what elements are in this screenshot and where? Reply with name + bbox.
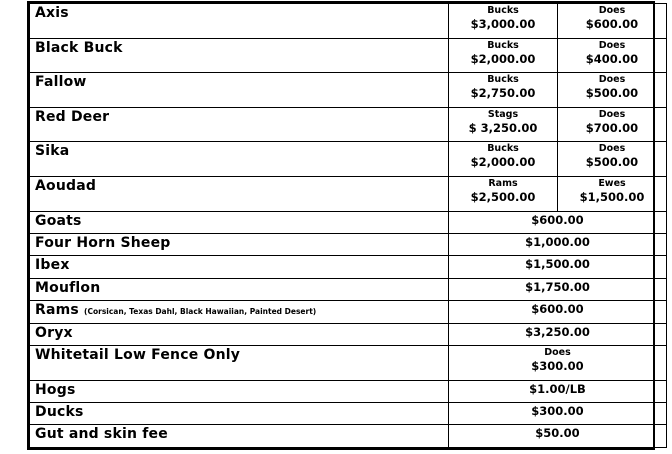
table-row <box>30 177 667 212</box>
price-value: $1.00/LB <box>449 380 667 402</box>
price-sheet <box>27 1 655 450</box>
animal-name: Black Buck <box>30 38 449 73</box>
animal-name: Hogs <box>30 380 449 402</box>
male-price-cell <box>449 38 558 73</box>
table-row <box>30 211 667 233</box>
animal-name: Ducks <box>30 403 449 425</box>
female-price-cell <box>558 38 667 73</box>
price-value: $600.00 <box>585 17 639 31</box>
price-value: $600.00 <box>449 211 667 233</box>
price-value: $ 3,250.00 <box>468 120 538 135</box>
animal-name: Oryx <box>30 323 449 345</box>
animal-note: (Corsican, Texas Dahl, Black Hawaiian, Painted Desert) <box>84 307 317 317</box>
price-label: Does <box>544 347 571 358</box>
animal-name: Four Horn Sheep <box>30 234 449 256</box>
price-label: Bucks <box>487 143 519 155</box>
price-value: $600.00 <box>449 301 667 323</box>
price-value: $1,500.00 <box>579 190 645 205</box>
price-value: $2,000.00 <box>470 51 536 66</box>
table-row <box>30 4 667 39</box>
table-row <box>30 380 667 402</box>
male-price-cell <box>449 142 558 177</box>
price-label: Bucks <box>487 5 519 16</box>
table-row <box>30 234 667 256</box>
price-value: $1,000.00 <box>449 234 667 256</box>
price-value: $1,500.00 <box>449 256 667 278</box>
table-row <box>30 107 667 142</box>
price-value: $500.00 <box>585 86 639 101</box>
price-label: Does <box>598 5 626 16</box>
table-row <box>30 323 667 345</box>
animal-name: Axis <box>30 4 449 39</box>
animal-name: Rams <box>35 302 79 319</box>
animal-name: Goats <box>30 211 449 233</box>
male-price-cell <box>449 107 558 142</box>
price-value: $50.00 <box>449 425 667 448</box>
price-value: $1,750.00 <box>449 278 667 300</box>
table-row <box>30 301 667 323</box>
table-row <box>30 73 667 108</box>
animal-name: Whitetail Low Fence Only <box>30 346 449 381</box>
table-row <box>30 278 667 300</box>
price-label: Ewes <box>598 178 626 190</box>
table-row <box>30 425 667 448</box>
price-value: $400.00 <box>585 51 639 66</box>
animal-name: Gut and skin fee <box>30 425 449 448</box>
animal-name: Sika <box>30 142 449 177</box>
female-price-cell <box>558 107 667 142</box>
male-price-cell <box>449 177 558 212</box>
price-label: Does <box>598 74 626 86</box>
female-price-cell <box>558 73 667 108</box>
price-label: Bucks <box>487 74 519 86</box>
animal-name: Red Deer <box>30 107 449 142</box>
animal-name: Ibex <box>30 256 449 278</box>
female-price-cell <box>558 142 667 177</box>
price-value: $2,000.00 <box>470 155 536 170</box>
price-value: $500.00 <box>585 155 639 170</box>
price-label: Does <box>598 143 626 155</box>
price-label: Rams <box>488 178 518 190</box>
table-row <box>30 256 667 278</box>
table-row <box>30 142 667 177</box>
price-cell <box>449 346 667 381</box>
animal-name: Mouflon <box>30 278 449 300</box>
animal-name: Fallow <box>30 73 449 108</box>
female-price-cell <box>558 177 667 212</box>
price-value: $2,500.00 <box>470 190 536 205</box>
table-row <box>30 346 667 381</box>
table-row <box>30 38 667 73</box>
price-label: Does <box>598 39 626 51</box>
price-value: $300.00 <box>531 359 584 373</box>
price-label: Does <box>598 108 626 120</box>
price-label: Bucks <box>487 39 519 51</box>
male-price-cell <box>449 73 558 108</box>
price-value: $700.00 <box>585 120 639 135</box>
price-value: $3,000.00 <box>470 17 536 31</box>
price-label: Stags <box>487 108 519 120</box>
animal-name: Aoudad <box>30 177 449 212</box>
male-price-cell <box>449 4 558 39</box>
animal-name-cell <box>30 301 449 323</box>
price-value: $300.00 <box>449 403 667 425</box>
price-value: $2,750.00 <box>470 86 536 101</box>
female-price-cell <box>558 4 667 39</box>
price-value: $3,250.00 <box>449 323 667 345</box>
price-table <box>29 3 667 448</box>
table-row <box>30 403 667 425</box>
